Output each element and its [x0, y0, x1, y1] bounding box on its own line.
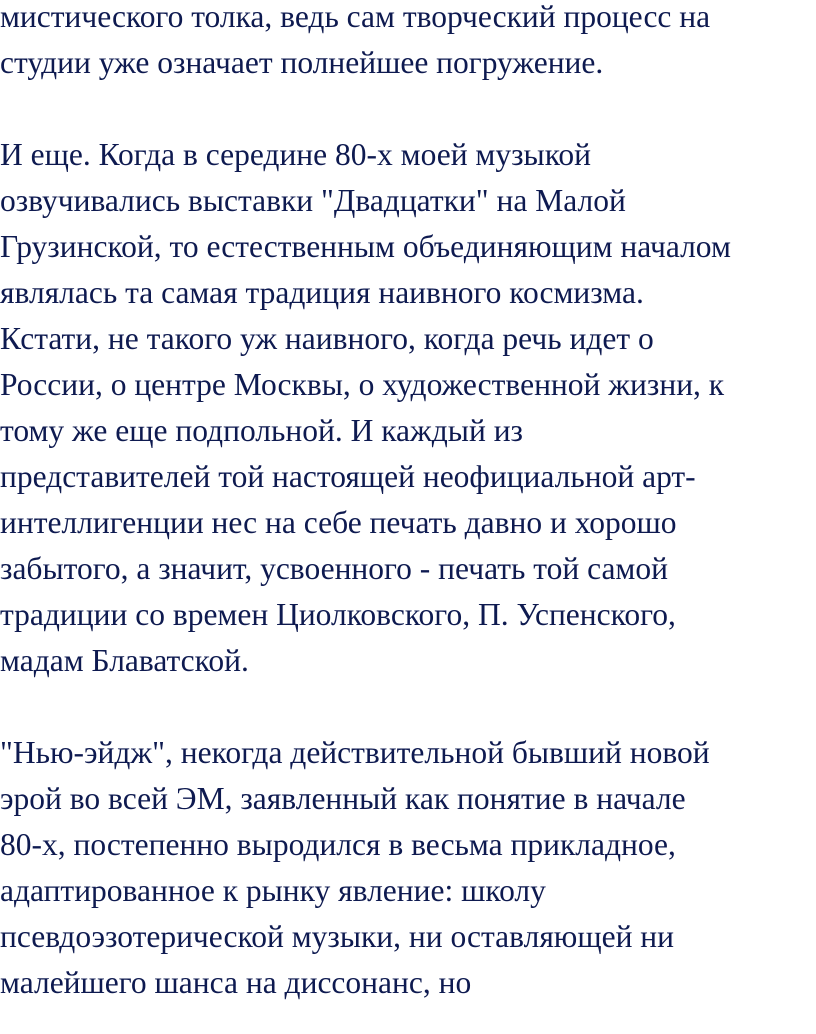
text-line: "Нью-эйдж", некогда действительной бывший новой: [0, 735, 710, 770]
text-line: Кстати, не такого уж наивного, когда речь идет о: [0, 321, 654, 356]
text-line: псевдоэзотерической музыки, ни оставляющей ни: [0, 919, 675, 954]
text-line: интеллигенции нес на себе печать давно и хорошо: [0, 505, 677, 540]
text-line: адаптированное к рынку явление: школу: [0, 873, 546, 908]
paragraph-2: [0, 132, 816, 684]
text-line: И еще. Когда в середине 80-х моей музыкой: [0, 137, 592, 172]
paragraph-1: [0, 0, 816, 86]
paragraph-3: [0, 730, 816, 1006]
text-line: малейшего шанса на диссонанс, но: [0, 965, 472, 1000]
text-line: забытого, а значит, усвоенного - печать той самой: [0, 551, 668, 586]
text-line: эрой во всей ЭМ, заявленный как понятие в начале: [0, 781, 686, 816]
paragraph-gap: [0, 684, 816, 730]
text-line: традиции со времен Циолковского, П. Успенского,: [0, 597, 676, 632]
text-line: 80-х, постепенно выродился в весьма прикладное,: [0, 827, 676, 862]
paragraph-gap: [0, 86, 816, 132]
text-line: озвучивались выставки "Двадцатки" на Малой: [0, 183, 626, 218]
text-line: России, о центре Москвы, о художественной жизни, к: [0, 367, 725, 402]
text-line: студии уже означает полнейшее погружение.: [0, 45, 604, 80]
text-line: тому же еще подпольной. И каждый из: [0, 413, 523, 448]
text-line: представителей той настоящей неофициальной арт-: [0, 459, 696, 494]
text-line: являлась та самая традиция наивного космизма.: [0, 275, 644, 310]
text-line: мистического толка, ведь сам творческий процесс на: [0, 0, 711, 34]
text-line: Грузинской, то естественным объединяющим началом: [0, 229, 731, 264]
text-line: мадам Блаватской.: [0, 643, 249, 678]
